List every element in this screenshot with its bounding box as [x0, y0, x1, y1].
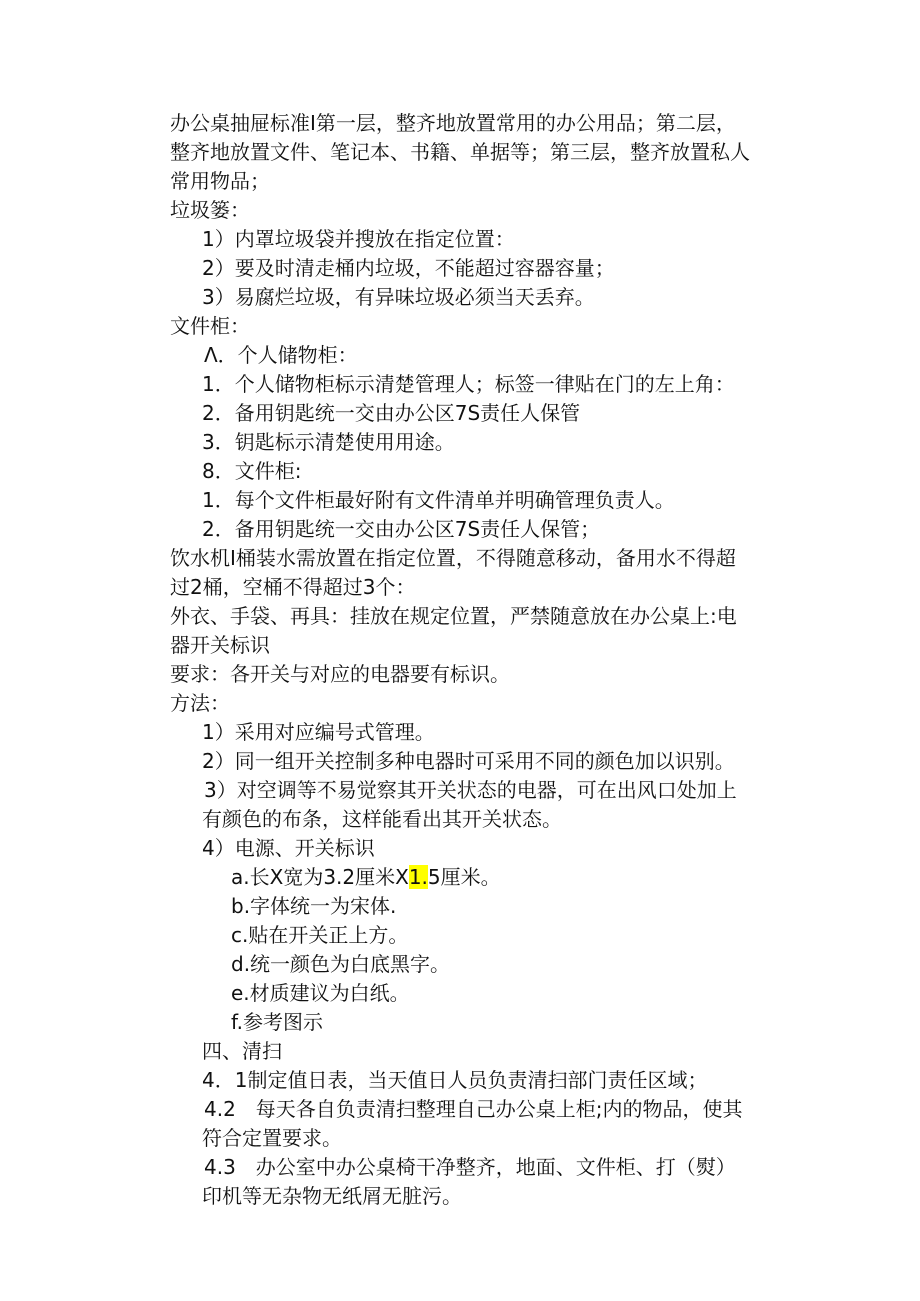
list-item: 3．钥匙标示清楚使用用途。 — [202, 430, 455, 454]
list-item: b.字体统一为宋体. — [231, 894, 397, 918]
text-line: 印机等无杂物无纸屑无脏污。 — [202, 1184, 462, 1208]
text-line: 整齐地放置文件、笔记本、书籍、单据等；第三层，整齐放置私人 — [170, 140, 750, 164]
highlighted-text: 1. — [408, 865, 428, 889]
section-heading: 四、清扫 — [202, 1039, 282, 1063]
list-item: 2）同一组开关控制多种电器时可采用不同的颜色加以识别。 — [202, 749, 735, 773]
list-item: f.参考图示 — [231, 1010, 323, 1034]
text-line: 器开关标识 — [170, 633, 270, 657]
text-line: 常用物品； — [170, 169, 270, 193]
list-item: d.统一颜色为白底黑字。 — [231, 952, 451, 976]
list-item: 2．备用钥匙统一交由办公区7S责任人保管； — [202, 517, 601, 541]
list-item: e.材质建议为白纸。 — [231, 981, 410, 1005]
list-item: 4．1制定值日表，当天值日人员负责清扫部门责任区域； — [202, 1068, 708, 1092]
text-segment: 5厘米。 — [427, 865, 501, 889]
sub-heading: Λ．个人储物柜： — [204, 343, 358, 367]
list-item — [231, 863, 501, 891]
list-item: 4）电源、开关标识 — [202, 836, 375, 860]
list-item: 1）采用对应编号式管理。 — [202, 720, 435, 744]
section-heading: 文件柜： — [170, 314, 250, 338]
section-heading: 垃圾篓： — [170, 198, 250, 222]
text-line: 有颜色的布条，这样能看出其开关状态。 — [202, 807, 562, 831]
list-item: c.贴在开关正上方。 — [231, 923, 409, 947]
section-heading: 方法： — [170, 691, 230, 715]
text-segment: a.长X宽为3.2厘米X — [231, 865, 409, 889]
list-item: 4.2 每天各自负责清扫整理自己办公桌上柜;内的物品，使其 — [204, 1097, 743, 1121]
list-item: 1．每个文件柜最好附有文件清单并明确管理负责人。 — [202, 488, 675, 512]
list-item: 1．个人储物柜标示清楚管理人；标签一律贴在门的左上角： — [202, 372, 735, 396]
text-line: 外衣、手袋、再具：挂放在规定位置，严禁随意放在办公桌上:电 — [170, 604, 737, 628]
list-item: 2．备用钥匙统一交由办公区7S责任人保管 — [202, 401, 581, 425]
text-line: 饮水机I桶装水需放置在指定位置，不得随意移动，备用水不得超 — [170, 546, 736, 570]
text-line: 符合定置要求。 — [202, 1126, 342, 1150]
list-item: 3）对空调等不易觉察其开关状态的电器，可在出风口处加上 — [204, 778, 737, 802]
sub-heading: 8．文件柜: — [202, 459, 302, 483]
text-line: 要求：各开关与对应的电器要有标识。 — [170, 662, 510, 686]
text-line: 办公桌抽屉标准I第一层，整齐地放置常用的办公用品；第二层， — [170, 111, 736, 135]
list-item: 4.3 办公室中办公桌椅干净整齐，地面、文件柜、打（熨） — [204, 1155, 736, 1179]
text-line: 过2桶，空桶不得超过3个： — [170, 575, 416, 599]
list-item: 1）内罩垃圾袋并搜放在指定位置： — [202, 227, 515, 251]
list-item: 2）要及时清走桶内垃圾，不能超过容器容量； — [202, 256, 615, 280]
list-item: 3）易腐烂垃圾，有异味垃圾必须当天丢弃。 — [202, 285, 595, 309]
